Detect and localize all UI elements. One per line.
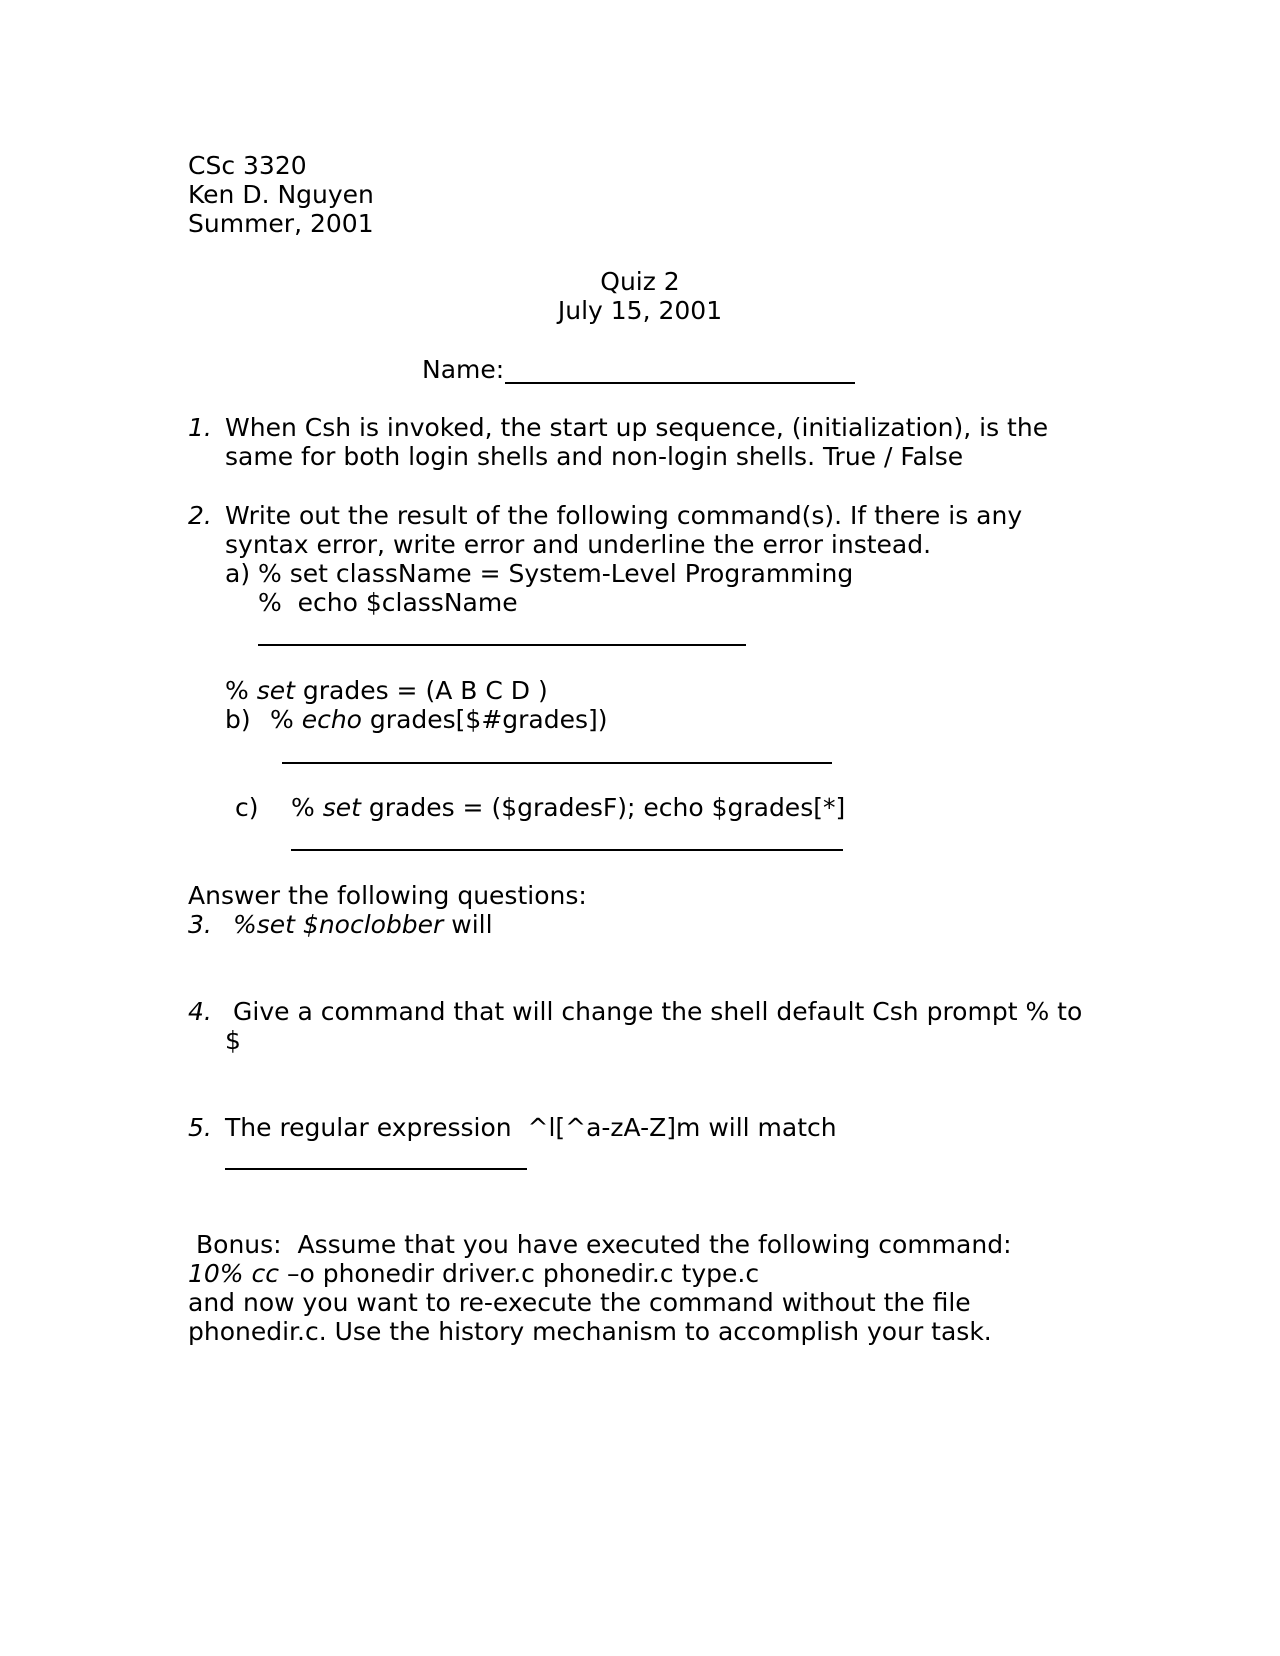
q5-answer-line bbox=[225, 1168, 527, 1170]
q5-text: The regular expression ^l[^a-zA-Z]m will match bbox=[225, 1113, 837, 1142]
q2b-answer-line bbox=[282, 762, 832, 764]
q2c-command bbox=[291, 793, 845, 823]
q2-line2: syntax error, write error and underline the error instead. bbox=[225, 530, 932, 559]
instructor-name: Ken D. Nguyen bbox=[188, 180, 374, 209]
q3-text bbox=[233, 910, 493, 940]
q2b-setup-rest: grades = (A B C D ) bbox=[294, 676, 548, 705]
q2a-label: a) bbox=[225, 559, 251, 588]
q2b-setup-keyword: set bbox=[256, 676, 295, 705]
q2a-answer-line bbox=[258, 644, 746, 646]
q2b-keyword: echo bbox=[301, 705, 362, 734]
q2c-answer-line bbox=[291, 849, 843, 851]
quiz-date: July 15, 2001 bbox=[557, 296, 723, 325]
q4-line2: $ bbox=[225, 1026, 241, 1055]
q2a-command2: % echo $className bbox=[258, 588, 518, 617]
q2b-label: b) bbox=[225, 705, 251, 734]
bonus-line4: phonedir.c. Use the history mechanism to accomplish your task. bbox=[188, 1317, 992, 1346]
q3-number: 3. bbox=[188, 910, 212, 939]
course-code: CSc 3320 bbox=[188, 151, 307, 180]
q2b-setup-prompt: % bbox=[225, 676, 257, 705]
section-heading: Answer the following questions: bbox=[188, 881, 587, 910]
q2b-prompt: % bbox=[270, 705, 302, 734]
q5-number: 5. bbox=[188, 1113, 212, 1142]
q2a-command1: % set className = System-Level Programming bbox=[258, 559, 854, 588]
q2c-rest: grades = ($gradesF); echo $grades[*] bbox=[360, 793, 846, 822]
q2b-setup-command bbox=[225, 676, 548, 706]
q3-command: %set $noclobber bbox=[233, 910, 444, 939]
term: Summer, 2001 bbox=[188, 209, 374, 238]
q2-line1: Write out the result of the following command(s). If there is any bbox=[225, 501, 1023, 530]
bonus-line1: Bonus: Assume that you have executed the following command: bbox=[196, 1230, 1012, 1259]
q2b-command bbox=[270, 705, 608, 735]
q2b-rest: grades[$#grades]) bbox=[361, 705, 608, 734]
bonus-command-rest: –o phonedir driver.c phonedir.c type.c bbox=[279, 1259, 760, 1288]
q2c-keyword: set bbox=[322, 793, 361, 822]
bonus-command bbox=[188, 1259, 759, 1289]
q3-rest: will bbox=[443, 910, 493, 939]
q1-line1: When Csh is invoked, the start up sequence, (initialization), is the bbox=[225, 413, 1049, 442]
q2-number: 2. bbox=[188, 501, 212, 530]
q4-line1: Give a command that will change the shell default Csh prompt % to bbox=[233, 997, 1083, 1026]
q1-number: 1. bbox=[188, 413, 212, 442]
q2c-label: c) bbox=[235, 793, 259, 822]
bonus-command-prefix: 10% cc bbox=[188, 1259, 280, 1288]
bonus-line3: and now you want to re-execute the command without the file bbox=[188, 1288, 971, 1317]
name-answer-line bbox=[505, 382, 855, 384]
q4-number: 4. bbox=[188, 997, 212, 1026]
q2c-prompt: % bbox=[291, 793, 323, 822]
name-label: Name: bbox=[422, 355, 505, 384]
q1-line2: same for both login shells and non-login shells. True / False bbox=[225, 442, 964, 471]
quiz-title: Quiz 2 bbox=[600, 267, 680, 296]
